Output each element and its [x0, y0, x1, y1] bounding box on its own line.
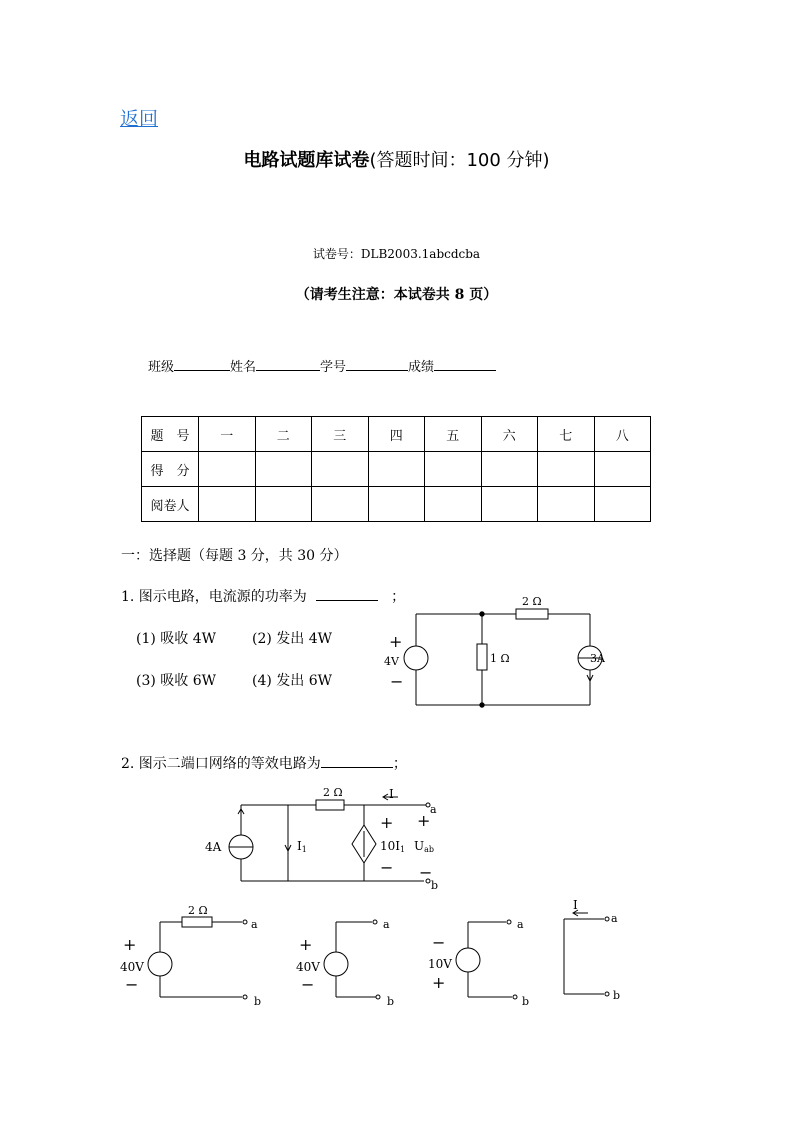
circuit-1-diagram	[380, 592, 610, 717]
terminal-b-label: b	[613, 989, 621, 1002]
table-row-header: 得 分	[142, 452, 199, 487]
resistor-label: 2 Ω	[323, 786, 343, 799]
table-row	[142, 417, 651, 452]
node-dot	[480, 703, 484, 707]
table-column-header: 二	[255, 417, 312, 452]
plus-sign: +	[123, 935, 137, 954]
table-cell[interactable]	[425, 487, 482, 522]
resistor-label: 2 Ω	[188, 904, 208, 917]
terminal-b	[376, 995, 380, 999]
option-2[interactable]: (2) 发出 4W	[252, 631, 333, 647]
minus-sign: −	[432, 933, 446, 952]
back-link[interactable]: 返回	[120, 108, 159, 130]
voltage-label: 40V	[120, 960, 144, 974]
current-i-label: I	[389, 787, 394, 801]
terminal-b-label: b	[522, 995, 530, 1008]
option-circuit-a[interactable]	[118, 902, 268, 1010]
current-i-label: I	[573, 898, 578, 912]
table-cell[interactable]	[368, 452, 425, 487]
resistor-2ohm	[316, 800, 344, 810]
table-cell[interactable]	[312, 452, 369, 487]
question-2-text: 2. 图示二端口网络的等效电路为	[121, 756, 321, 772]
minus-sign: −	[419, 863, 433, 882]
page-notice: （请考生注意：本试卷共 8 页）	[295, 287, 498, 303]
title-time: (答题时间：100 分钟)	[369, 150, 550, 171]
table-column-header: 八	[594, 417, 651, 452]
score-table	[141, 416, 651, 522]
page-title	[0, 146, 793, 172]
terminal-b-label: b	[254, 995, 262, 1008]
table-cell[interactable]	[312, 487, 369, 522]
table-cell[interactable]	[594, 452, 651, 487]
student-id-blank[interactable]	[346, 356, 408, 371]
question-1-blank[interactable]	[316, 586, 378, 601]
name-blank[interactable]	[256, 356, 320, 371]
table-cell[interactable]	[199, 487, 256, 522]
terminal-b	[243, 995, 247, 999]
question-1	[121, 586, 405, 606]
option-circuit-d[interactable]	[556, 895, 636, 1007]
dependent-source-label: 10I1	[380, 839, 406, 854]
plus-sign: +	[380, 813, 394, 832]
voltage-label: 40V	[296, 960, 320, 974]
plus-sign: +	[417, 811, 431, 830]
table-cell[interactable]	[255, 487, 312, 522]
table-cell[interactable]	[425, 452, 482, 487]
minus-sign: −	[301, 975, 315, 994]
table-column-header: 六	[481, 417, 538, 452]
class-blank[interactable]	[174, 356, 230, 371]
uab-label: Uab	[414, 839, 435, 854]
option-circuit-c[interactable]	[426, 902, 536, 1010]
voltage-label: 10V	[428, 957, 452, 971]
current-source-label: 4A	[205, 840, 222, 854]
terminal-a	[373, 920, 377, 924]
table-row	[142, 487, 651, 522]
terminal-b	[513, 995, 517, 999]
terminal-a	[507, 920, 511, 924]
resistor-2ohm	[182, 917, 212, 927]
option-4[interactable]: (4) 发出 6W	[252, 673, 333, 689]
i1-label: I1	[297, 839, 307, 854]
terminal-a-label: a	[517, 918, 524, 931]
table-column-header: 七	[538, 417, 595, 452]
title-main: 电路试题库试卷	[243, 150, 370, 171]
current-label: 3A	[590, 652, 605, 665]
question-2-blank[interactable]	[321, 753, 393, 768]
terminal-a	[243, 920, 247, 924]
name-label: 姓名	[230, 360, 257, 375]
student-id-label: 学号	[320, 360, 347, 375]
option-circuit-b[interactable]	[294, 902, 404, 1010]
resistor-label: 2 Ω	[522, 595, 542, 608]
arrow-icon	[285, 835, 291, 851]
plus-sign: +	[299, 935, 313, 954]
node-dot	[480, 612, 484, 616]
table-column-header: 一	[199, 417, 256, 452]
question-2-end: ；	[392, 756, 407, 772]
table-cell[interactable]	[199, 452, 256, 487]
question-1-end: ；	[391, 589, 406, 605]
circuit-2-diagram	[200, 783, 460, 895]
minus-sign: −	[390, 672, 404, 691]
table-cell[interactable]	[481, 487, 538, 522]
plus-sign: +	[432, 973, 446, 992]
terminal-a	[605, 917, 609, 921]
table-row-header: 题 号	[142, 417, 199, 452]
table-row-header: 阅卷人	[142, 487, 199, 522]
class-label: 班级	[148, 360, 175, 375]
voltage-label: 4V	[384, 655, 399, 668]
resistor-label: 1 Ω	[490, 652, 510, 665]
question-1-text: 1. 图示电路，电流源的功率为	[121, 589, 307, 605]
table-column-header: 四	[368, 417, 425, 452]
student-info	[148, 356, 496, 375]
minus-sign: −	[380, 858, 394, 877]
table-cell[interactable]	[368, 487, 425, 522]
resistor-1ohm	[477, 644, 487, 670]
voltage-source-4v	[404, 646, 428, 670]
option-3[interactable]: (3) 吸收 6W	[136, 673, 217, 689]
terminal-a-label: a	[611, 912, 618, 925]
table-row	[142, 452, 651, 487]
terminal-a-label: a	[251, 918, 258, 931]
voltage-source	[324, 952, 348, 976]
section-heading: 一：选择题（每题 3 分，共 30 分）	[121, 548, 348, 564]
score-label: 成绩	[408, 360, 435, 375]
terminal-a-label: a	[383, 918, 390, 931]
exam-number: 试卷号：DLB2003.1abcdcba	[312, 247, 481, 261]
table-cell[interactable]	[594, 487, 651, 522]
table-cell[interactable]	[538, 452, 595, 487]
terminal-a-label: a	[430, 803, 437, 816]
terminal-b-label: b	[431, 879, 439, 892]
table-cell[interactable]	[538, 487, 595, 522]
question-2	[121, 753, 407, 773]
table-cell[interactable]	[255, 452, 312, 487]
score-blank[interactable]	[434, 356, 496, 371]
terminal-b-label: b	[387, 995, 395, 1008]
table-cell[interactable]	[481, 452, 538, 487]
table-column-header: 三	[312, 417, 369, 452]
terminal-b	[605, 992, 609, 996]
voltage-source	[148, 952, 172, 976]
table-column-header: 五	[425, 417, 482, 452]
resistor-2ohm	[516, 609, 548, 619]
option-1[interactable]: (1) 吸收 4W	[136, 631, 217, 647]
plus-sign: +	[389, 632, 403, 651]
voltage-source	[456, 948, 480, 972]
minus-sign: −	[125, 975, 139, 994]
